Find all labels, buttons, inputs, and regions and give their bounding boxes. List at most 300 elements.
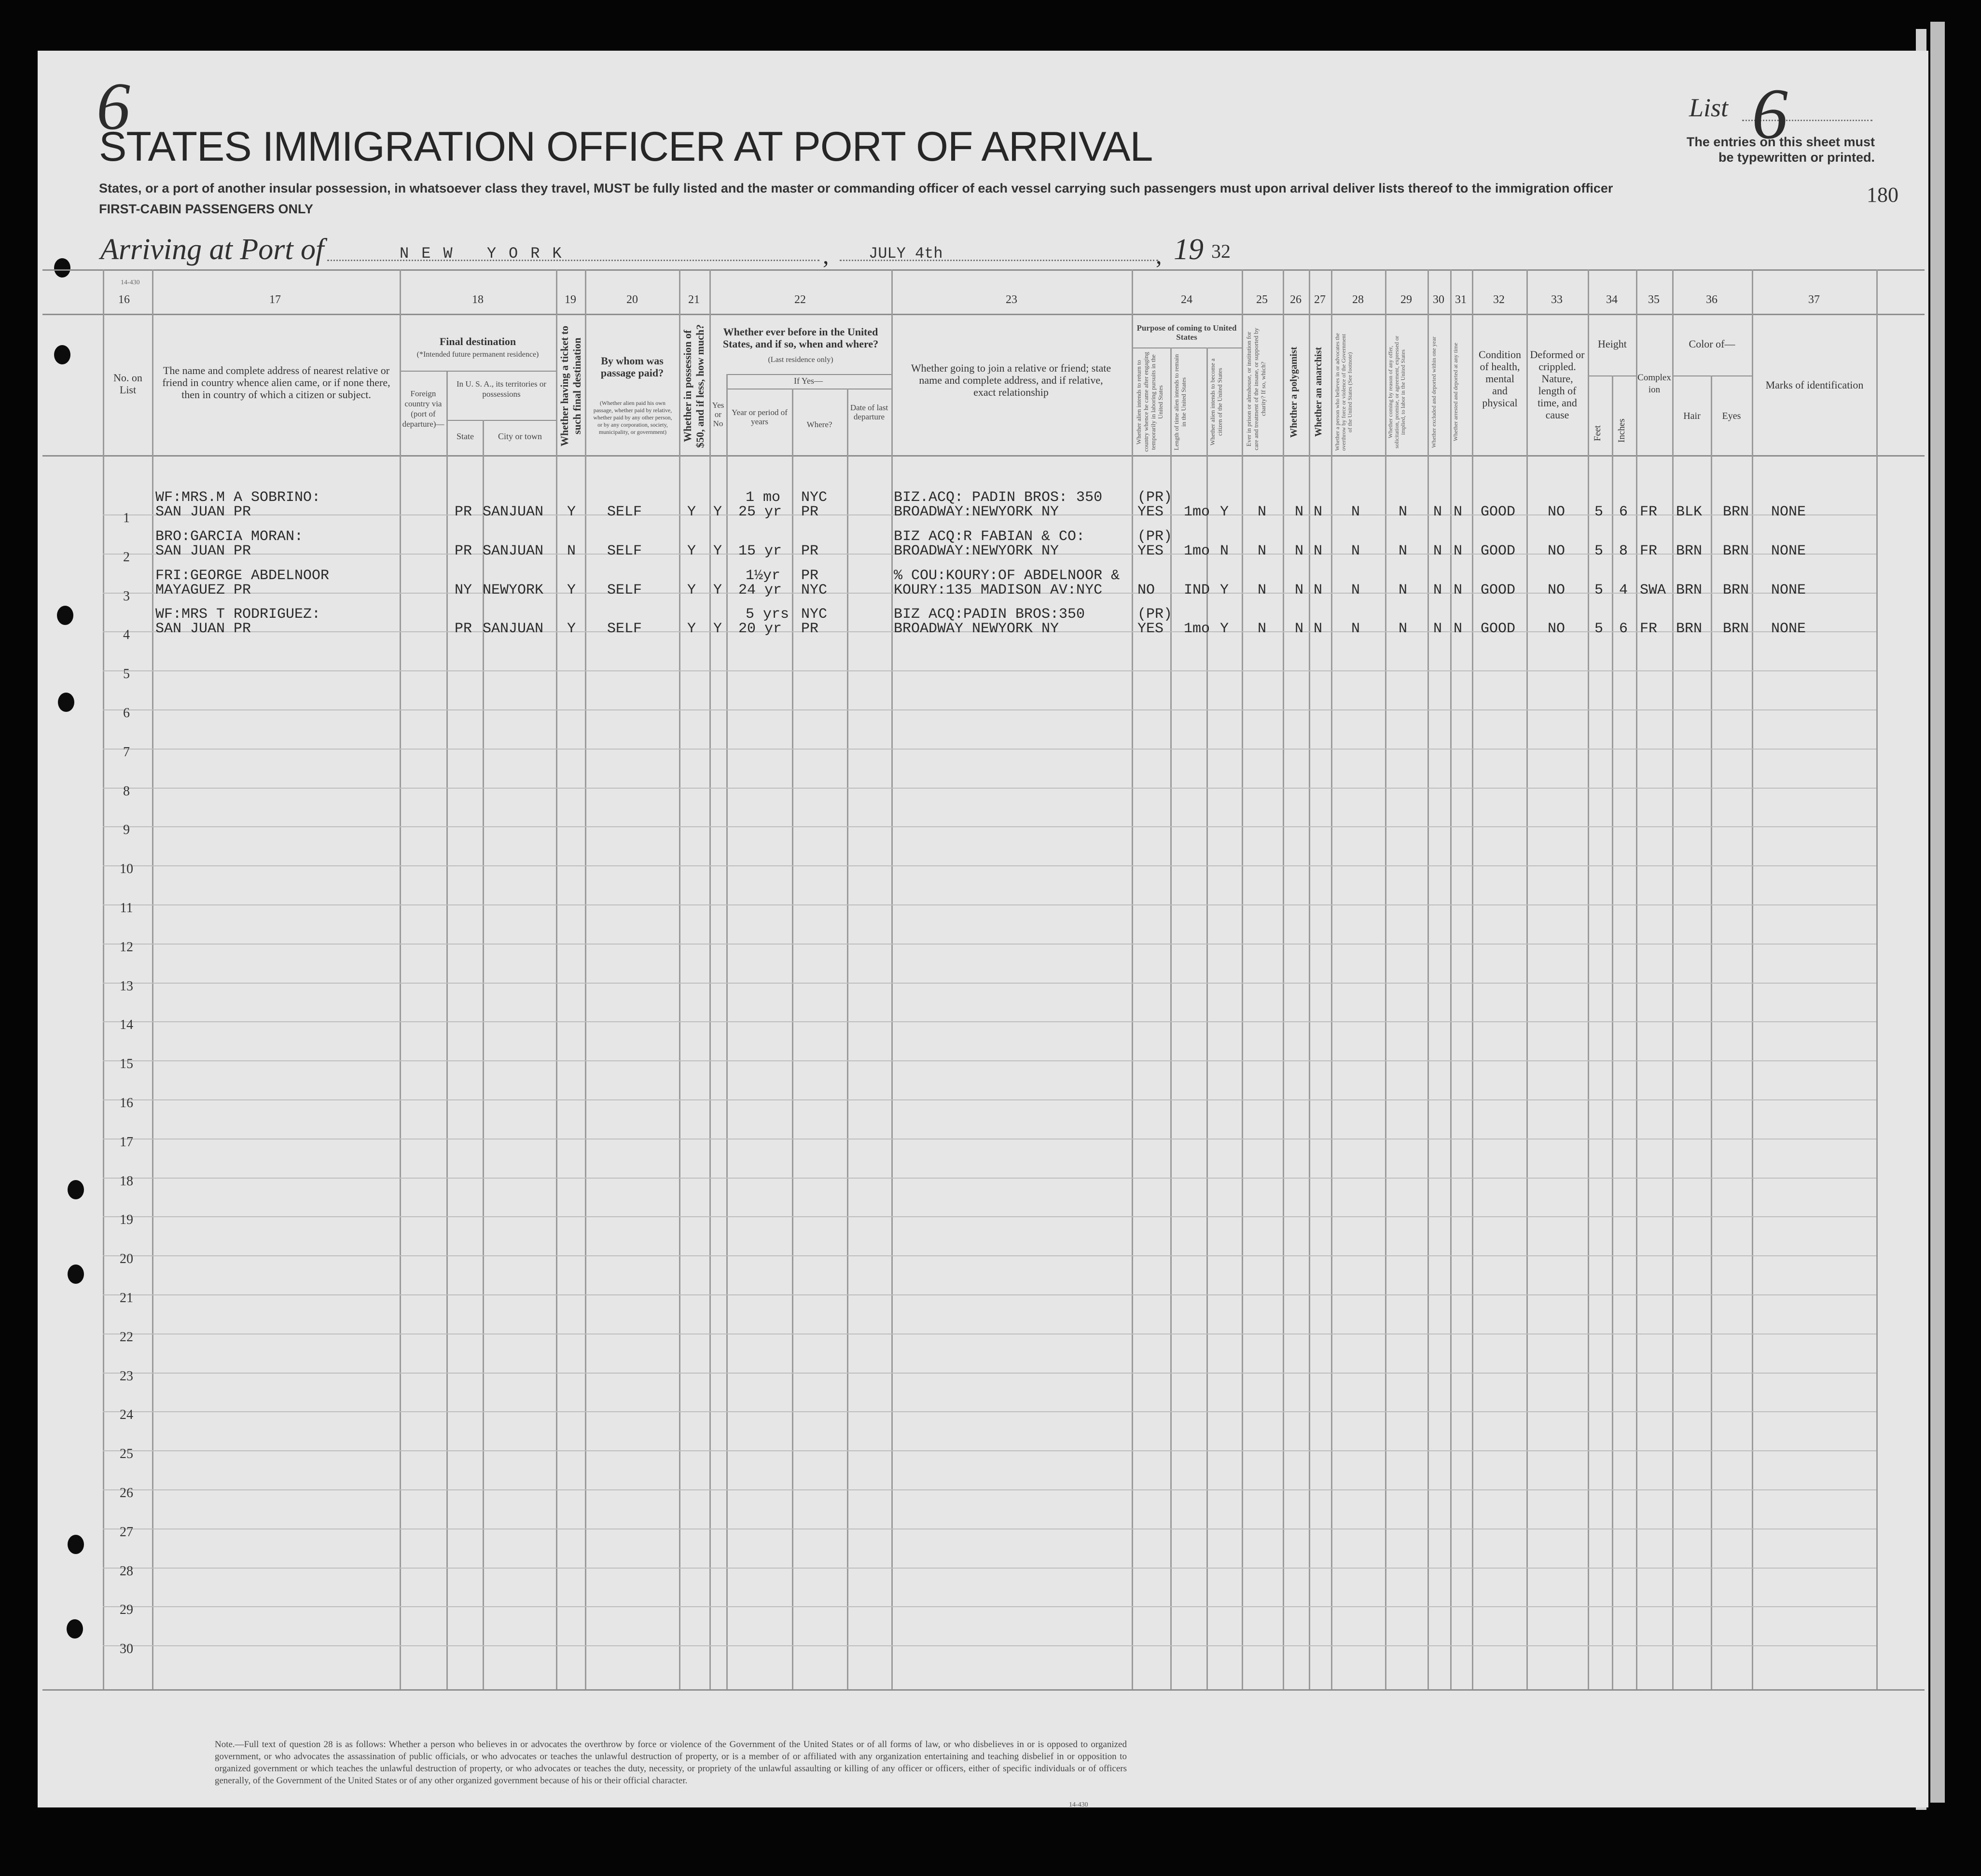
entry-yes: Y bbox=[713, 504, 722, 520]
passenger-class-label: FIRST-CABIN PASSENGERS ONLY bbox=[99, 202, 314, 216]
entry-c: N bbox=[1351, 504, 1360, 520]
row-number: 24 bbox=[120, 1407, 133, 1422]
comma: , bbox=[1156, 242, 1162, 269]
entry-c: N bbox=[1314, 543, 1323, 559]
header-purpose-citizen: Whether alien intends to become a citizen of the United States bbox=[1209, 358, 1223, 446]
entry-c: N bbox=[1433, 543, 1442, 559]
entry-period: 24 yr bbox=[738, 582, 782, 598]
header-fifty-dollars: Whether in possession of $50, and if less, how much? bbox=[681, 324, 706, 448]
row-rule bbox=[103, 1216, 1876, 1217]
column-divider bbox=[1612, 375, 1613, 1689]
column-divider bbox=[1242, 269, 1243, 1689]
row-number: 8 bbox=[123, 784, 130, 799]
row-number: 16 bbox=[120, 1096, 133, 1111]
row-rule bbox=[103, 865, 1876, 866]
column-number: 22 bbox=[794, 293, 806, 306]
row-rule bbox=[103, 1178, 1876, 1179]
column-number: 19 bbox=[565, 293, 576, 306]
row-number: 29 bbox=[120, 1602, 133, 1617]
header-purpose-length: Length of time alien intends to remain in the United States bbox=[1173, 354, 1187, 450]
row-rule bbox=[103, 1021, 1876, 1022]
entry-city: SANJUAN bbox=[483, 621, 544, 637]
entry-ticket: Y bbox=[567, 582, 576, 598]
column-divider bbox=[152, 269, 153, 1689]
entry-state: PR bbox=[455, 504, 472, 520]
header-passage-paid-sub: (Whether alien paid his own passage, whether paid by relative, whether paid by any other person, or by any corporation, society, municipality, or government) bbox=[593, 400, 672, 435]
entry-yes: Y bbox=[713, 543, 722, 559]
column-divider bbox=[1588, 269, 1589, 1689]
entry-complexion: SWA bbox=[1640, 582, 1666, 598]
column-number: 36 bbox=[1706, 293, 1718, 306]
column-number: 21 bbox=[688, 293, 700, 306]
header-divider bbox=[401, 371, 556, 372]
instruction-text: States, or a port of another insular possession, in whatsoever class they travel, MUST be fully listed and the master or commanding officer of each vessel carrying such passengers must upon arrival deliver lists thereof to the immigration officer bbox=[99, 181, 1613, 195]
entry-state: PR bbox=[455, 543, 472, 559]
page-edge bbox=[1930, 22, 1945, 1803]
entry-c: N bbox=[1399, 543, 1408, 559]
header-divider bbox=[446, 420, 556, 421]
entry-name: FRI:GEORGE ABDELNOOR bbox=[155, 568, 330, 584]
column-divider bbox=[709, 269, 711, 1689]
header-joining: Whether going to join a relative or friend; state name and complete address, and if relative, exact relationship bbox=[911, 362, 1111, 398]
header-polygamist: Whether a polygamist bbox=[1288, 347, 1299, 438]
column-divider bbox=[556, 269, 557, 1689]
row-number: 19 bbox=[120, 1212, 133, 1227]
entry-inches: 4 bbox=[1619, 582, 1628, 598]
column-number: 31 bbox=[1455, 293, 1467, 306]
row-rule bbox=[103, 670, 1876, 671]
header-ever-before-sub: (Last residence only) bbox=[768, 356, 833, 364]
entry-name: WF:MRS T RODRIGUEZ: bbox=[155, 606, 321, 623]
entry-where: NYC bbox=[801, 606, 828, 623]
header-deformed: Deformed or crippled. Nature, length of time, and cause bbox=[1530, 348, 1585, 421]
year-prefix: 19 bbox=[1174, 233, 1204, 266]
row-rule bbox=[103, 826, 1876, 827]
entry-join: BIZ.ACQ: PADIN BROS: 350 bbox=[894, 489, 1103, 506]
entry-state: NY bbox=[455, 582, 472, 598]
entry-p-a: YES bbox=[1137, 621, 1164, 637]
entry-city: SANJUAN bbox=[483, 504, 544, 520]
entry-eyes: BRN bbox=[1723, 504, 1749, 520]
entry-c: N bbox=[1433, 621, 1442, 637]
header-col29: Whether coming by reason of any offer, solicitation, promise, or agreement, expressed or implied, to labor in the United States bbox=[1387, 335, 1406, 449]
corner-handwritten-number: 6 bbox=[97, 69, 130, 144]
entry-feet: 5 bbox=[1594, 543, 1604, 559]
column-divider bbox=[1472, 269, 1473, 1689]
entry-fifty: Y bbox=[687, 582, 696, 598]
row-rule bbox=[103, 1373, 1876, 1374]
entry-period: 15 yr bbox=[738, 543, 782, 559]
row-number: 18 bbox=[120, 1174, 133, 1189]
row-number: 27 bbox=[120, 1525, 133, 1540]
entry-p-a: (PR) bbox=[1137, 489, 1173, 506]
row-rule bbox=[103, 1645, 1876, 1646]
entry-marks: NONE bbox=[1771, 582, 1806, 598]
entry-eyes: BRN bbox=[1723, 621, 1749, 637]
form-number: 14-430 bbox=[121, 279, 140, 286]
entry-where: PR bbox=[801, 504, 819, 520]
entry-period: 25 yr bbox=[738, 504, 782, 520]
entry-join: BROADWAY:NEWYORK NY bbox=[894, 543, 1059, 559]
row-number: 21 bbox=[120, 1291, 133, 1306]
entries-note bbox=[1631, 134, 1875, 165]
entry-name: SAN JUAN PR bbox=[155, 504, 251, 520]
column-divider bbox=[679, 269, 680, 1689]
entry-c: N bbox=[1454, 543, 1463, 559]
header-ever-before: Whether ever before in the United States, and if so, when and where? bbox=[722, 326, 879, 350]
entry-c: N bbox=[1314, 504, 1323, 520]
entry-paid: SELF bbox=[607, 504, 642, 520]
entry-p-b: 1mo bbox=[1184, 621, 1210, 637]
entry-marks: NONE bbox=[1771, 504, 1806, 520]
column-number: 32 bbox=[1493, 293, 1505, 306]
entry-p-c: Y bbox=[1220, 504, 1229, 520]
entry-p-b: 1mo bbox=[1184, 543, 1210, 559]
entry-fifty: Y bbox=[687, 543, 696, 559]
entry-hair: BRN bbox=[1676, 582, 1703, 598]
row-number: 25 bbox=[120, 1446, 133, 1461]
header-date-departure: Date of last departure bbox=[850, 403, 888, 421]
comma: , bbox=[823, 242, 829, 269]
entry-c: N bbox=[1258, 543, 1267, 559]
column-number: 20 bbox=[626, 293, 638, 306]
column-divider bbox=[446, 372, 448, 1689]
entry-c: N bbox=[1258, 621, 1267, 637]
entry-c: N bbox=[1258, 504, 1267, 520]
header-where: Where? bbox=[806, 420, 832, 429]
entry-complexion: FR bbox=[1640, 621, 1658, 637]
entry-p-a: (PR) bbox=[1137, 606, 1173, 623]
header-period: Year or period of years bbox=[732, 408, 788, 426]
row-number: 4 bbox=[123, 627, 130, 642]
entry-p-a: YES bbox=[1137, 504, 1164, 520]
entry-period: 1½yr bbox=[746, 568, 781, 584]
entry-eyes: BRN bbox=[1723, 582, 1749, 598]
header-health: Condition of health, mental and physical bbox=[1478, 348, 1521, 409]
entry-c: N bbox=[1258, 582, 1267, 598]
entry-ticket: N bbox=[567, 543, 576, 559]
entry-name: WF:MRS.M A SOBRINO: bbox=[155, 489, 321, 506]
binder-hole bbox=[68, 1180, 84, 1199]
entry-fifty: Y bbox=[687, 504, 696, 520]
entry-health: GOOD bbox=[1481, 504, 1516, 520]
entry-inches: 8 bbox=[1619, 543, 1628, 559]
header-height: Height bbox=[1598, 338, 1627, 350]
entry-yes: Y bbox=[713, 621, 722, 637]
header-divider bbox=[1132, 347, 1242, 348]
header-eyes: Eyes bbox=[1722, 411, 1741, 421]
entry-eyes: BRN bbox=[1723, 543, 1749, 559]
entry-c: N bbox=[1399, 582, 1408, 598]
entry-health: GOOD bbox=[1481, 543, 1516, 559]
column-divider bbox=[1132, 269, 1133, 1689]
entry-period: 5 yrs bbox=[746, 606, 790, 623]
column-divider bbox=[1876, 269, 1878, 1689]
header-col31: Whether arrested and deported at any time bbox=[1452, 343, 1459, 442]
row-number: 14 bbox=[120, 1017, 133, 1032]
entry-where: PR bbox=[801, 543, 819, 559]
binder-hole bbox=[54, 258, 70, 278]
binder-hole bbox=[68, 1535, 84, 1554]
entries-note-line: The entries on this sheet must bbox=[1686, 135, 1875, 149]
header-name-address: The name and complete address of nearest relative or friend in country whence alien came, or if none there, then in country of which a citizen or subject. bbox=[162, 364, 390, 401]
entry-city: SANJUAN bbox=[483, 543, 544, 559]
header-divider bbox=[726, 374, 891, 375]
row-rule bbox=[103, 749, 1876, 750]
form-number: 14-430 bbox=[1069, 1801, 1088, 1808]
entry-yes: Y bbox=[713, 582, 722, 598]
binder-hole bbox=[68, 1265, 84, 1284]
header-hair: Hair bbox=[1683, 411, 1701, 421]
header-feet: Feet bbox=[1593, 425, 1603, 441]
column-number: 16 bbox=[118, 293, 130, 306]
binder-hole bbox=[54, 345, 70, 364]
column-divider bbox=[1309, 269, 1310, 1689]
column-divider bbox=[1283, 269, 1284, 1689]
row-number: 5 bbox=[123, 667, 130, 681]
column-divider bbox=[726, 374, 728, 1689]
column-number: 29 bbox=[1400, 293, 1412, 306]
entry-where: NYC bbox=[801, 489, 828, 506]
entry-c: N bbox=[1295, 543, 1304, 559]
entry-marks: NONE bbox=[1771, 621, 1806, 637]
column-number: 23 bbox=[1006, 293, 1017, 306]
header-yes-no: Yes or No bbox=[712, 401, 724, 428]
row-rule bbox=[103, 1099, 1876, 1100]
header-final-destination: Final destination bbox=[439, 335, 516, 347]
entry-join: BIZ ACQ:PADIN BROS:350 bbox=[894, 606, 1085, 623]
entry-complexion: FR bbox=[1640, 543, 1658, 559]
row-rule bbox=[103, 1294, 1876, 1295]
entry-c: N bbox=[1295, 621, 1304, 637]
colnum-row-border bbox=[42, 314, 1925, 315]
column-number: 34 bbox=[1606, 293, 1618, 306]
binder-hole bbox=[58, 693, 74, 712]
header-prison: Ever in prison or almshouse, or institution for care and treatment of the insane, or supported by charity? If so, which? bbox=[1245, 328, 1267, 450]
entry-join: BROADWAY:NEWYORK NY bbox=[894, 504, 1059, 520]
row-rule bbox=[103, 709, 1876, 710]
entry-p-b: IND bbox=[1184, 582, 1210, 598]
row-rule bbox=[103, 1060, 1876, 1061]
entry-name: MAYAGUEZ PR bbox=[155, 582, 251, 598]
column-divider bbox=[792, 389, 793, 1689]
entry-paid: SELF bbox=[607, 543, 642, 559]
table-bottom-border bbox=[42, 1689, 1925, 1691]
header-no-on-list: No. on List bbox=[113, 372, 142, 396]
column-divider bbox=[1385, 269, 1386, 1689]
entry-hair: BRN bbox=[1676, 621, 1703, 637]
row-rule bbox=[103, 788, 1876, 789]
entry-hair: BLK bbox=[1676, 504, 1703, 520]
header-ticket: Whether having a ticket to such final destination bbox=[558, 325, 583, 447]
row-number: 10 bbox=[120, 862, 133, 876]
entry-complexion: FR bbox=[1640, 504, 1658, 520]
header-col30: Whether excluded and deported within one year bbox=[1430, 336, 1437, 448]
page-title: STATES IMMIGRATION OFFICER AT PORT OF ARRIVAL bbox=[99, 124, 1153, 170]
row-rule bbox=[103, 1568, 1876, 1569]
row-number: 12 bbox=[120, 940, 133, 955]
column-number: 18 bbox=[472, 293, 484, 306]
entry-c: N bbox=[1433, 582, 1442, 598]
year-suffix: 32 bbox=[1211, 240, 1231, 262]
column-divider bbox=[1331, 269, 1332, 1689]
entry-health: GOOD bbox=[1481, 582, 1516, 598]
header-marks: Marks of identification bbox=[1765, 379, 1864, 391]
footnote: Note.—Full text of question 28 is as follows: Whether a person who believes in or advocates the overthrow by force or violence of the Government of the United States or of all forms of law, or who disbelieves in or is opposed to organized government, or who advocates the assassination of public officials, or who advocates or teaches the unlawful destruction of property, or is a member of or affiliated with any organization entertaining and teaching disbelief in or opposition to organized government or which teaches the unlawful destruction of property, or who advocates or teaches the duty, necessity, or propriety of the unlawful assaulting or killing of any officer or officers, either of specific individuals or of officers generally, of the Government of the United States or of any other organized government because of his or their official character. bbox=[215, 1739, 1127, 1786]
column-divider bbox=[1752, 269, 1753, 1689]
row-number: 6 bbox=[123, 706, 130, 721]
entry-deformed: NO bbox=[1548, 582, 1565, 598]
entry-paid: SELF bbox=[607, 621, 642, 637]
list-number: 6 bbox=[1752, 74, 1788, 154]
column-divider bbox=[891, 269, 893, 1689]
row-rule bbox=[103, 983, 1876, 984]
entry-name: SAN JUAN PR bbox=[155, 621, 251, 637]
entry-paid: SELF bbox=[607, 582, 642, 598]
column-divider bbox=[483, 420, 484, 1689]
entry-hair: BRN bbox=[1676, 543, 1703, 559]
entry-join: BIZ ACQ:R FABIAN & CO: bbox=[894, 528, 1085, 545]
binder-hole bbox=[57, 606, 73, 625]
column-divider bbox=[585, 269, 586, 1689]
row-rule bbox=[103, 1411, 1876, 1412]
entry-join: BROADWAY NEWYORK NY bbox=[894, 621, 1059, 637]
entry-p-a: YES bbox=[1137, 543, 1164, 559]
row-number: 7 bbox=[123, 745, 130, 760]
entry-deformed: NO bbox=[1548, 504, 1565, 520]
column-number: 37 bbox=[1808, 293, 1820, 306]
entry-c: N bbox=[1351, 582, 1360, 598]
entry-state: PR bbox=[455, 621, 472, 637]
entry-name: BRO:GARCIA MORAN: bbox=[155, 528, 304, 545]
entry-feet: 5 bbox=[1594, 582, 1604, 598]
row-number: 20 bbox=[120, 1251, 133, 1266]
entry-period: 20 yr bbox=[738, 621, 782, 637]
entry-ticket: Y bbox=[567, 504, 576, 520]
row-rule bbox=[103, 1489, 1876, 1490]
entry-fifty: Y bbox=[687, 621, 696, 637]
row-rule bbox=[103, 1255, 1876, 1256]
column-number: 27 bbox=[1314, 293, 1326, 306]
entries-note-line: be typewritten or printed. bbox=[1718, 150, 1875, 165]
entry-feet: 5 bbox=[1594, 621, 1604, 637]
entry-join: KOURY:135 MADISON AV:NYC bbox=[894, 582, 1103, 598]
entry-c: N bbox=[1295, 504, 1304, 520]
entry-p-c: N bbox=[1220, 543, 1229, 559]
row-number: 1 bbox=[123, 511, 130, 526]
row-number: 11 bbox=[120, 901, 133, 916]
header-city: City or town bbox=[498, 431, 542, 441]
entry-c: N bbox=[1454, 621, 1463, 637]
entry-c: N bbox=[1454, 504, 1463, 520]
header-in-usa: In U. S. A., its territories or possessions bbox=[456, 379, 547, 399]
row-number: 3 bbox=[123, 589, 130, 604]
entry-marks: NONE bbox=[1771, 543, 1806, 559]
entry-ticket: Y bbox=[567, 621, 576, 637]
column-number: 35 bbox=[1648, 293, 1660, 306]
entry-feet: 5 bbox=[1594, 504, 1604, 520]
row-number: 2 bbox=[123, 550, 130, 565]
header-foreign-country: Foreign country via (port of departure)— bbox=[402, 389, 444, 429]
row-number: 15 bbox=[120, 1056, 133, 1071]
entry-p-c: Y bbox=[1220, 621, 1229, 637]
column-number: 30 bbox=[1433, 293, 1444, 306]
column-number: 25 bbox=[1256, 293, 1268, 306]
entry-name: SAN JUAN PR bbox=[155, 543, 251, 559]
entry-c: N bbox=[1433, 504, 1442, 520]
table-top-border bbox=[42, 269, 1925, 271]
column-divider bbox=[1711, 375, 1712, 1689]
entry-period: 1 mo bbox=[746, 489, 781, 506]
row-number: 30 bbox=[120, 1641, 133, 1656]
row-number: 26 bbox=[120, 1486, 133, 1501]
entry-where: PR bbox=[801, 568, 819, 584]
column-divider bbox=[1526, 269, 1528, 1689]
row-rule bbox=[103, 944, 1876, 945]
header-final-destination-sub: (*Intended future permanent residence) bbox=[416, 350, 539, 359]
column-number: 24 bbox=[1181, 293, 1192, 306]
port-value: NEW YORK bbox=[400, 245, 574, 263]
header-state: State bbox=[457, 431, 474, 441]
entry-p-c: Y bbox=[1220, 582, 1229, 598]
entry-where: NYC bbox=[801, 582, 828, 598]
date-value: JULY 4th bbox=[869, 245, 943, 263]
column-divider bbox=[400, 269, 401, 1689]
column-number: 17 bbox=[269, 293, 281, 306]
row-rule bbox=[103, 1450, 1876, 1451]
entry-p-a: NO bbox=[1137, 582, 1155, 598]
row-number: 22 bbox=[120, 1330, 133, 1345]
row-number: 13 bbox=[120, 979, 133, 994]
entry-health: GOOD bbox=[1481, 621, 1516, 637]
header-complexion: Complexion bbox=[1637, 373, 1671, 395]
row-number: 9 bbox=[123, 822, 130, 837]
column-divider bbox=[1636, 269, 1637, 1689]
column-divider bbox=[1170, 347, 1172, 1689]
entry-deformed: NO bbox=[1548, 543, 1565, 559]
column-divider bbox=[1427, 269, 1429, 1689]
row-rule bbox=[103, 1606, 1876, 1607]
entry-p-a: (PR) bbox=[1137, 528, 1173, 545]
header-if-yes: If Yes— bbox=[793, 376, 823, 386]
entry-p-b: 1mo bbox=[1184, 504, 1210, 520]
header-purpose: Purpose of coming to United States bbox=[1136, 323, 1237, 342]
header-inches: Inches bbox=[1617, 418, 1627, 443]
entry-deformed: NO bbox=[1548, 621, 1565, 637]
entry-c: N bbox=[1295, 582, 1304, 598]
entry-inches: 6 bbox=[1619, 621, 1628, 637]
row-number: 23 bbox=[120, 1369, 133, 1384]
header-bottom-border bbox=[42, 455, 1925, 457]
entry-where: PR bbox=[801, 621, 819, 637]
column-divider bbox=[103, 269, 104, 1689]
header-passage-paid: By whom was passage paid? bbox=[600, 355, 664, 379]
arriving-label: Arriving at Port of bbox=[100, 233, 324, 266]
entry-c: N bbox=[1399, 504, 1408, 520]
entry-c: N bbox=[1454, 582, 1463, 598]
column-divider bbox=[1672, 269, 1674, 1689]
header-col28: Whether a person who believes in or advocates the overthrow by force or violence of the Government of the United States (See footnote) bbox=[1334, 333, 1353, 451]
entry-c: N bbox=[1399, 621, 1408, 637]
entry-inches: 6 bbox=[1619, 504, 1628, 520]
header-anarchist: Whether an anarchist bbox=[1313, 347, 1324, 437]
column-number: 26 bbox=[1290, 293, 1302, 306]
entry-join: % COU:KOURY:OF ABDELNOOR & bbox=[894, 568, 1120, 584]
column-number: 33 bbox=[1551, 293, 1563, 306]
row-number: 28 bbox=[120, 1564, 133, 1579]
binder-hole bbox=[67, 1619, 83, 1639]
column-divider bbox=[847, 389, 848, 1689]
